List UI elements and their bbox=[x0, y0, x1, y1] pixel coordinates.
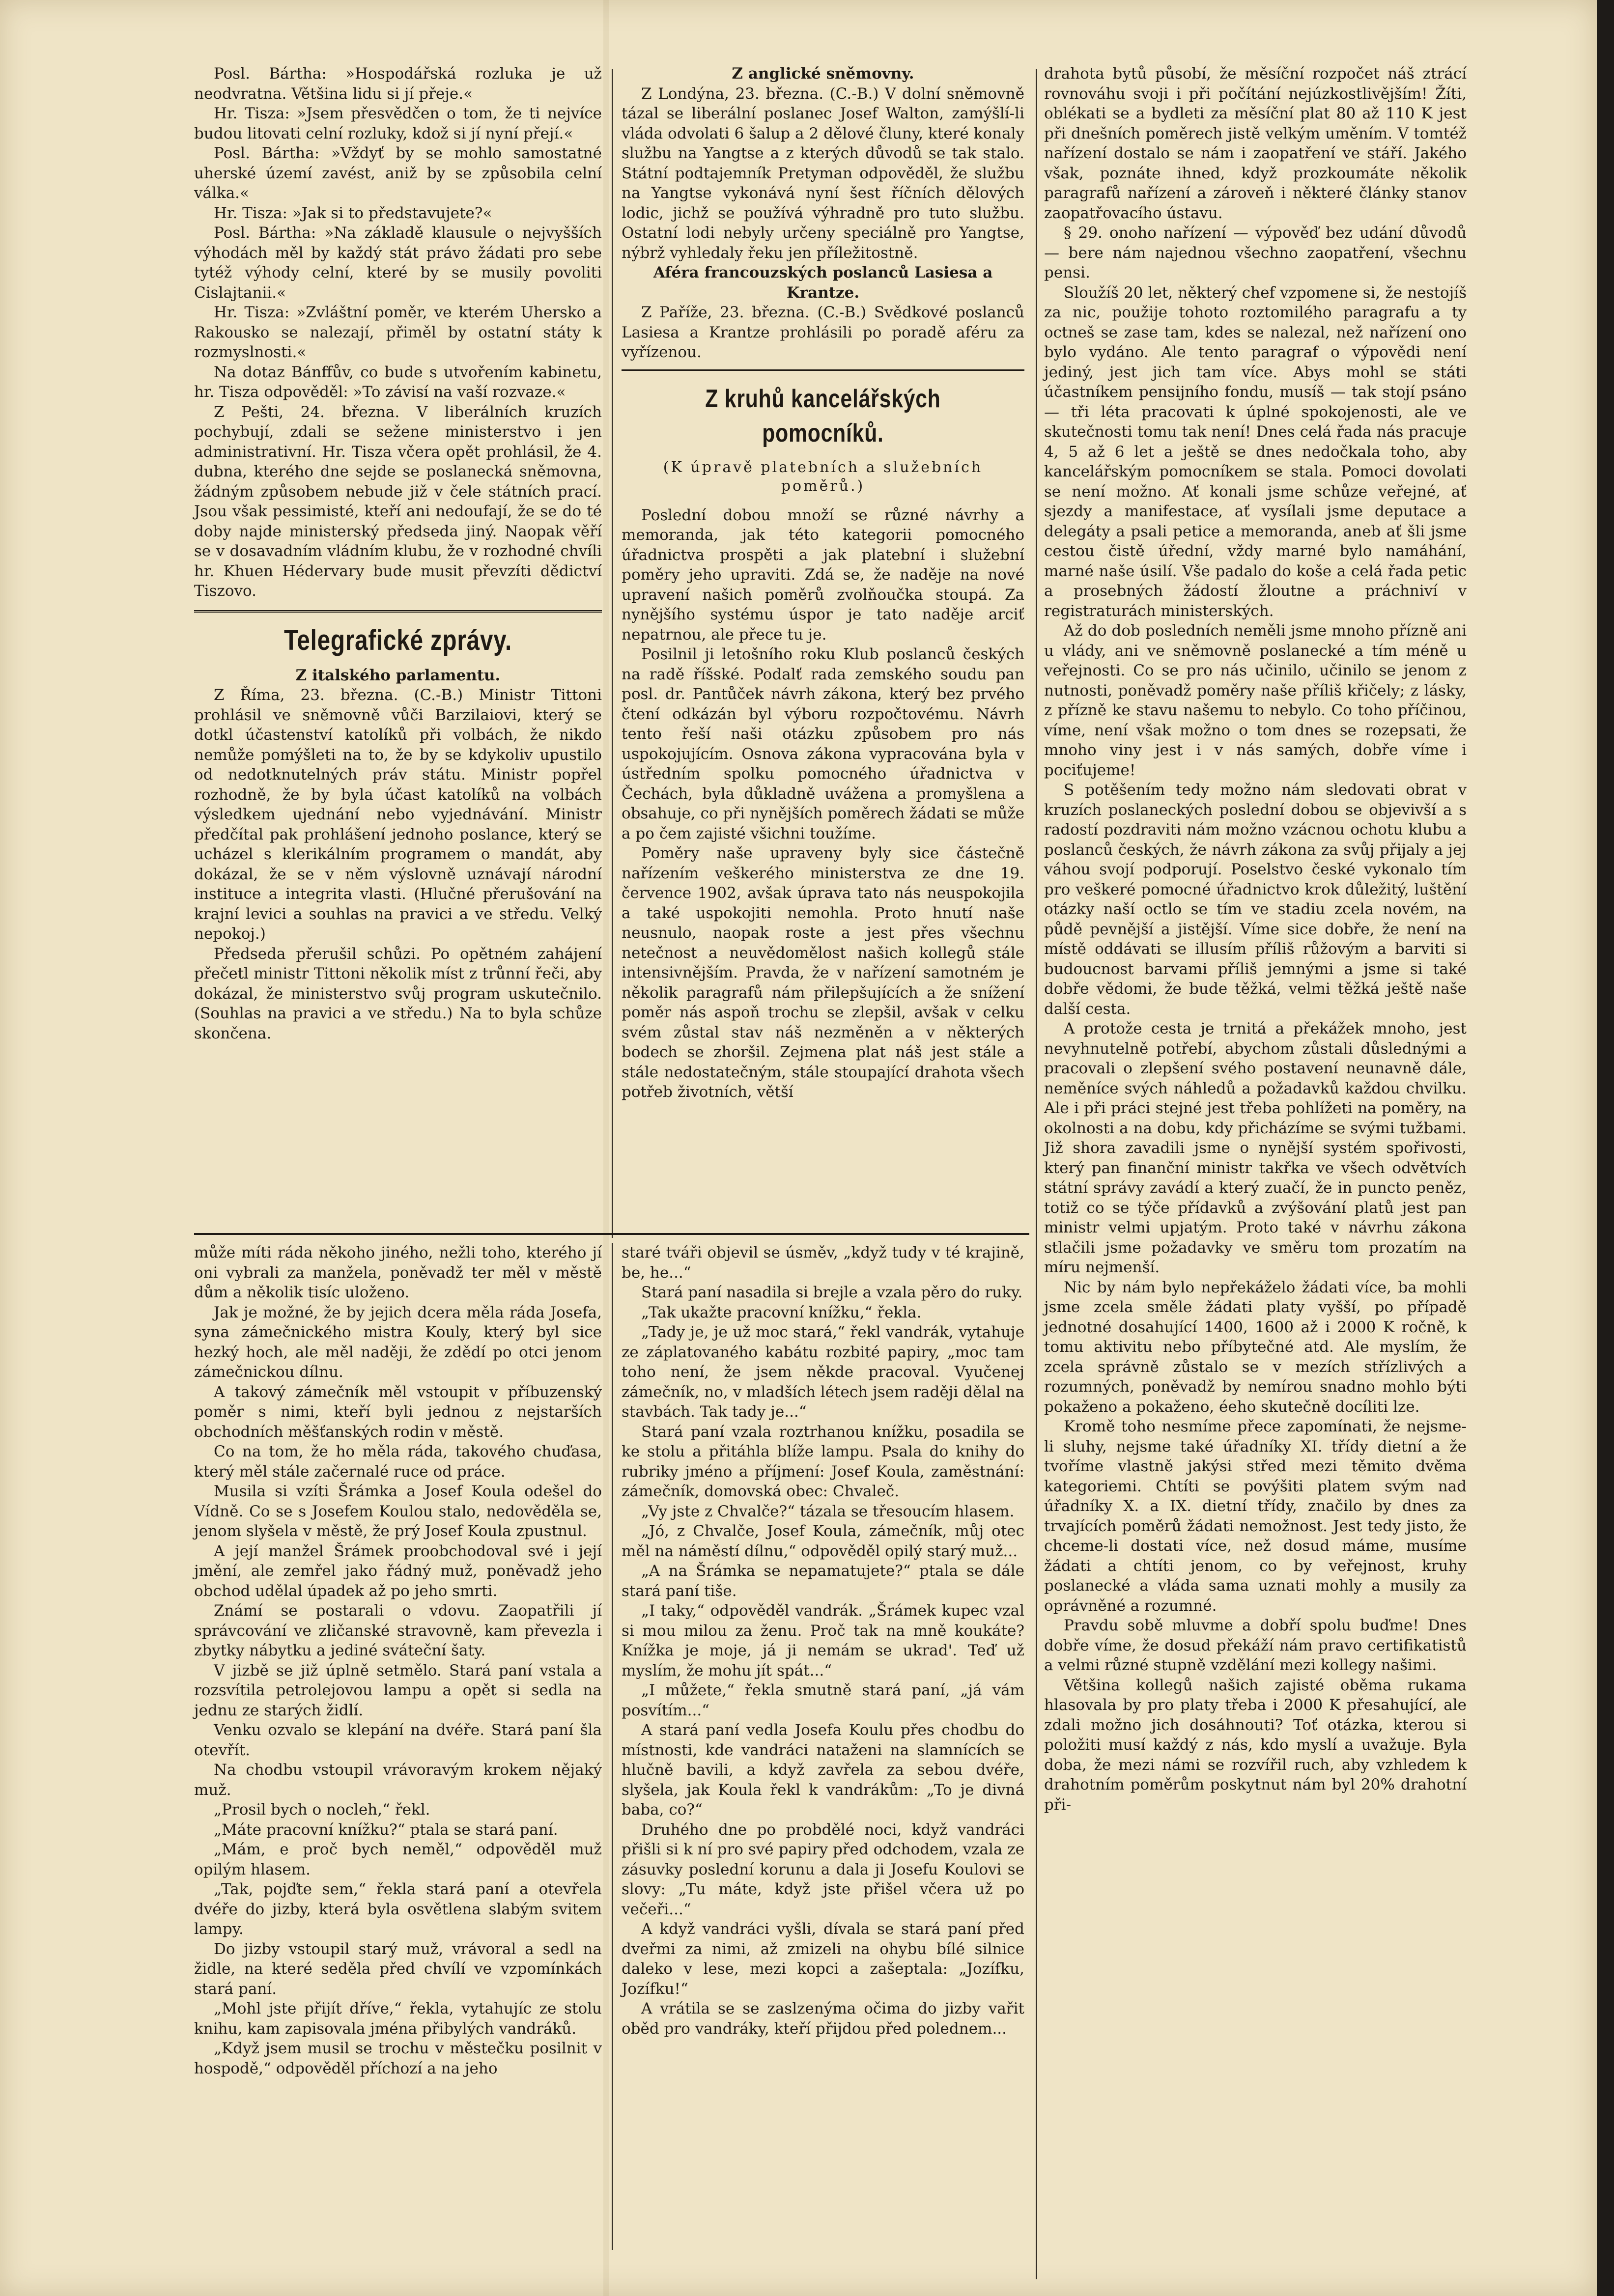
paragraph: S potěšením tedy možno nám sledovati obrat v kruzích poslaneckých poslední dobou se objevivší a s radostí pozdraviti nám možno vzácnou ochotu klubu a poslanců českých, že návrh zákona za svůj přijaly a jej váhou svojí podporují. Poselstvo české vykonalo tím pro veškeré pomocné úřadnictvo krok důležitý, luštění otázky naší octlo se tím ve stadiu zcela novém, na půdě pevnější a jistější. Víme sice dobře, že není na místě oddávati se illusím příliš růžovým a barviti si budoucnost barvami příliš jemnými a jsme si také dobře vědomi, že bude těžká, velmi těžká ještě naše další cesta. bbox=[1044, 781, 1467, 1018]
paragraph: Na chodbu vstoupil vrávoravým krokem nějaký muž. bbox=[194, 1761, 602, 1799]
paragraph: Sloužíš 20 let, některý chef vzpomene si, že nestojíš za nic, použije tohoto roztomilého paragrafu a ty octneš se zase tam, kdes se nalezal, než nařízení ono bylo vydáno. Ale tento paragraf o výpovědi není jediný, jest jich tam více. Abys mohl se státi účastníkem pensijního fondu, musíš — tak stojí psáno — tři léta pracovati k úplné spokojenosti, ale ve skutečnosti tomu tak není! Dnes celá řada nás pracuje 4, 5 až 6 let a ještě se dnes nedočkala toho, aby kancelářským pomocníkem se stala. Pomoci dovolati se není možno. Ať konali jsme schůze veřejné, ať sjezdy a manifestace, ať vysílali jsme deputace a delegáty a psali petice a memoranda, aneb ať šli jsme cestou čistě úřední, vždy marné bylo namáhání, marné naše úsilí. Vše padalo do koše a celá řada petic a prosebných žádostí žloutne a práchniví v registraturách ministerských. bbox=[1044, 283, 1467, 620]
paragraph: „Prosil bych o nocleh,“ řekl. bbox=[214, 1801, 430, 1819]
paragraph: může míti ráda někoho jiného, nežli toho, kterého jí oni vybrali za manžela, poněvadž ter měl v městě dům a několik tisíc uloženo. bbox=[194, 1244, 602, 1301]
paragraph: § 29. onoho nařízení — výpověď bez udání důvodů — bere nám najednou všechno zaopatření, všechnu pensi. bbox=[1044, 224, 1467, 281]
feuilleton-column-1 bbox=[194, 1243, 602, 2078]
paragraph: Posilnil ji letošního roku Klub poslanců českých na radě říšské. Podalť rada zemského soudu pan posl. dr. Pantůček návrh zákona, který bez prvého čtení odkázán byl výboru rozpočtovému. Návrh tento řeší naši otázku způsobem pro nás uspokojujícím. Osnova zákona vypracována byla v ústředním spolku pomocného úřadnictva v Čechách, byla důkladně uvážena a promyšlena a obsahuje, co při nynějších poměrech žádati se může a po čem zajisté všichni toužíme. bbox=[622, 645, 1024, 842]
paragraph: „Tak, pojďte sem,“ řekla stará paní a otevřela dvéře do jizby, která byla osvětlena slabým svitem lampy. bbox=[194, 1880, 602, 1938]
paragraph: A protože cesta je trnitá a překážek mnoho, jest nevyhnutelně potřebí, abychom zůstali důslednými a pracovali o zlepšení svého postavení neunavně dále, neměníce svých náhledů a požadavků každou chvilku. Ale i při práci stejné jest třeba pohlížeti na poměry, na okolnosti a na dobu, kdy přicházíme se svými tužbami. Již shora zavadili jsme o nynější systém spořivosti, který pan finanční ministr takřka ve všech odvětvích státní správy zavádí a který zuačí, že in puncto peněz, totiž co se týče přídavků a zvýšování platů jest pan ministr velmi upjatým. Proto také v návrhu zákona stlačili jsme požadavky ve směru tom prozatím na míru nejmenší. bbox=[1044, 1020, 1467, 1276]
paragraph: Z Paříže, 23. března. (C.-B.) Svědkové poslanců Lasiesa a Krantze prohlásili po poradě aféru za vyřízenou. bbox=[622, 304, 1024, 361]
paragraph: drahota bytů působí, že měsíční rozpočet náš ztrácí rovnováhu svoji i při počítání nejúzkostlivějším! Žíti, oblékati se a bydleti za měsíční plat 80 až 110 K jest při dnešních poměrech jistě velkým uměním. V tomtéž nařízení dostalo se nám i zaopatření ve stáří. Jakého však, poznáte ihned, když prozkoumáte několik paragrafů nařízení a zároveň i některé články stanov zaopatřovacího ústavu. bbox=[1044, 65, 1467, 222]
paragraph: Co na tom, že ho měla ráda, takového chuďasa, který měl stále začernalé ruce od práce. bbox=[194, 1443, 602, 1481]
paragraph: Kromě toho nesmíme přece zapomínati, že nejsme-li sluhy, nejsme také úřadníky XI. třídy dietní a že tvoříme vlastně jakýsi střed mezi těmito dvěma kategoriemi. Chtíti se povýšiti platem svým nad úřadníky X. a IX. dietní třídy, značilo by dnes za trvajících poměrů žádati nemožnost. Jest tedy jisto, že chceme-li dostati více, než dosud máme, musíme žádati a chtíti jenom, co by veřejnost, kruhy poslanecké a vláda sama uznati mohly a musily za oprávněné a rozumné. bbox=[1044, 1418, 1467, 1615]
paragraph: Poměry naše upraveny byly sice částečně nařízením veškerého ministerstva ze dne 19. července 1902, avšak úprava tato nás neuspokojila a také uspokojiti nemohla. Proto hnutí naše neusnulo, naopak roste a jest přes všechnu netečnost a neuvědomělost našich kollegů stále intensivnějším. Pravda, že v nařízení samotném je několik paragrafů nám přilepšujících a že snížení poměr nás aspoň trochu se zlepšil, avšak v celku svém zůstal stav náš nezměněn a v některých bodech se zhoršil. Zejmena plat náš jest stále a stále nedostatečným, stále stoupající drahota všech potřeb životních, větší bbox=[622, 844, 1024, 1101]
page-fold bbox=[603, 0, 609, 2296]
column-divider bbox=[612, 1243, 613, 2250]
paragraph: „Vy jste z Chvalče?“ tázala se třesoucím hlasem. bbox=[641, 1502, 1015, 1520]
paragraph: A když vandráci vyšli, dívala se stará paní před dveřmi za nimi, až zmizeli na ohybu bílé silnice daleko v lese, mezi kopci a zašeptala: „Jozífku, Jozífku!“ bbox=[622, 1920, 1024, 1998]
paragraph: Hr. Tisza: »Zvláštní poměr, ve kterém Uhersko a Rakousko se nalezají, přiměl by ostatní státy k rozmyslnosti.« bbox=[194, 304, 602, 361]
paragraph: A její manžel Šrámek proobchodoval své i její jmění, ale zemřel jako řádný muž, poněvadž jeho obchod udělal úpadek až po jeho smrti. bbox=[194, 1542, 602, 1600]
column-divider bbox=[1036, 69, 1037, 2279]
paragraph: Hr. Tisza: »Jak si to představujete?« bbox=[214, 204, 492, 222]
subheading: Aféra francouzských poslanců Lasiesa a Krantze. bbox=[653, 264, 993, 302]
paragraph: Hr. Tisza: »Jsem přesvědčen o tom, že ti nejvíce budou litovati celní rozluky, kdož si jí nyní přejí.« bbox=[194, 105, 602, 142]
feuilleton-column-2 bbox=[622, 1243, 1024, 2039]
subheading: Z anglické sněmovny. bbox=[732, 65, 914, 83]
paragraph: Z Londýna, 23. března. (C.-B.) V dolní sněmovně tázal se liberální poslanec Josef Walton, zamýšlí-li vláda odvolati 6 šalup a 2 dělové čluny, které konaly službu na Yangtse a z kterých důvodů se tak stalo. Státní podtajemník Pretyman odpověděl, že službu na Yangtse vykonává nyní šest říčních dělových lodic, jichž se používá výhradně pro tuto službu. Ostatní lodi nebyly určeny speciálně pro Yangtse, nýbrž vyhledaly řeku jen příležitostně. bbox=[622, 84, 1024, 262]
paragraph: A stará paní vedla Josefa Koulu přes chodbu do místnosti, kde vandráci nataženi na slamnících se hlučně bavili, a když zavřela za sebou dvéře, slyšela, jak Koula řekl k vandrákům: „To je divná baba, co?“ bbox=[622, 1721, 1024, 1819]
section-heading: Telegrafické zprávy. bbox=[283, 624, 512, 656]
paragraph: Z Říma, 23. března. (C.-B.) Ministr Tittoni prohlásil ve sněmovně vůči Barzilaiovi, který se dotkl účastenství katolíků při volbách, že nikdo nemůže pomýšleti na to, že by se kdykoliv upustilo od nedotknutelných práv státu. Ministr popřel rozhodně, že by byla účast katolíků na volbách výsledkem ujednání nebo vyjednávání. Ministr předčítal pak prohlášení jednoho poslance, který se ucházel s klerikálním programem o mandát, aby dokázal, že se v něm výslovně uznávají národní instituce a integrita vlasti. (Hlučné přerušování na krajní levici a souhlas na pravici a ve středu. Velký nepokoj.) bbox=[194, 686, 602, 943]
paragraph: „Tady je, je už moc stará,“ řekl vandrák, vytahuje ze záplatovaného kabátu rozbité papiry, „moc tam toho není, že jsem někde pracoval. Vyučenej zámečník, no, v mladších létech jsem raději dělal na stavbách. Tak tady je...“ bbox=[622, 1323, 1024, 1421]
paragraph: „I můžete,“ řekla smutně stará paní, „já vám posvítím...“ bbox=[622, 1681, 1024, 1719]
paragraph: Druhého dne po probdělé noci, když vandráci přišli si k ní pro své papiry před odchodem, vzala ze zásuvky poslední korunu a dala ji Josefu Koulovi se slovy: „Tu máte, když jste přišel včera už po večeři...“ bbox=[622, 1820, 1024, 1918]
paragraph: Posl. Bártha: »Vždyť by se mohlo samostatné uherské území zavést, aniž by se způsobila celní válka.« bbox=[194, 144, 602, 202]
paragraph: Předseda přerušil schůzi. Po opětném zahájení přečetl ministr Tittoni několik míst z trůnní řeči, aby dokázal, že ministerstvo svůj program uskutečnilo. (Souhlas na pravici a ve středu.) Na to byla schůze skončena. bbox=[194, 945, 602, 1042]
column-1 bbox=[194, 64, 602, 1233]
paragraph: „A na Šrámka se nepamatujete?“ ptala se dále stará paní tiše. bbox=[622, 1562, 1024, 1600]
paragraph: A takový zámečník měl vstoupit v příbuzenský poměr s nimi, kteří byli jednou z nejstarších obchodních měšťanských rodin v městě. bbox=[194, 1383, 602, 1441]
paragraph: „Máte pracovní knížku?“ ptala se stará paní. bbox=[214, 1820, 558, 1839]
subheading: Z italského parlamentu. bbox=[295, 666, 501, 684]
paragraph: „Tak ukažte pracovní knížku,“ řekla. bbox=[641, 1303, 922, 1321]
column-2 bbox=[622, 64, 1024, 1233]
paragraph: Známí se postarali o vdovu. Zaopatřili jí správcování ve zličanské stravovně, kam převezla i zbytky nábytku a jediné sváteční šaty. bbox=[194, 1602, 602, 1659]
paragraph: staré tváři objevil se úsměv, „když tudy v té krajině, be, he...“ bbox=[622, 1244, 1024, 1282]
paragraph: Do jizby vstoupil starý muž, vrávoral a sedl na židle, na které seděla před chvílí ve vzpomínkách stará paní. bbox=[194, 1940, 602, 1998]
scan-edge bbox=[1597, 0, 1614, 2296]
paragraph: Jak je možné, že by jejich dcera měla ráda Josefa, syna zámečnického mistra Kouly, který byl sice hezký hoch, ale měl naději, že zdědí po otci jenom zámečnickou dílnu. bbox=[194, 1303, 602, 1381]
paragraph: „I taky,“ odpověděl vandrák. „Šrámek kupec vzal si mou milou za ženu. Proč tak na mně koukáte? Knížka je moje, já ji nemám se ukrad'. Teď už myslím, že mohu jít spát...“ bbox=[622, 1602, 1024, 1680]
paragraph: Musila si vzíti Šrámka a Josef Koula odešel do Vídně. Co se s Josefem Koulou stalo, nedověděla se, jenom slyšela v městě, že prý Josef Koula zpustnul. bbox=[194, 1483, 602, 1540]
section-heading: Z kruhů kancelářských pomocníků. bbox=[705, 384, 941, 448]
column-3 bbox=[1044, 64, 1467, 1815]
paragraph: Z Pešti, 24. března. V liberálních kruzích pochybují, zdali se sežene ministerstvo i jen administrativní. Hr. Tisza včera opět prohlásil, že 4. dubna, kterého dne sejde se poslanecká sněmovna, žádným způsobem nebude již v čele státních prací. Jsou však pessimisté, kteří ani nedoufají, že se do té doby najde ministerský předseda jiný. Naopak věří se v dosavadním vládním klubu, že v rozhodné chvíli hr. Khuen Hédervary bude musit převzíti dědictví Tiszovo. bbox=[194, 403, 602, 600]
paragraph: Většina kollegů našich zajisté oběma rukama hlasovala by pro platy třeba i 2000 K přesahující, ale zdali možno jich dosáhnouti? Toť otázka, kterou si položiti musí každý z nás, kdo myslí a uvažuje. Byla doba, že mezi námi se rozvířil ruch, aby vzhledem k drahotním poměrům poskytnut nám byl 20% drahotní při- bbox=[1044, 1676, 1467, 1814]
paragraph: „Mám, e proč bych neměl,“ odpověděl muž opilým hlasem. bbox=[194, 1841, 602, 1878]
section-rule bbox=[194, 610, 602, 613]
paragraph: A vrátila se se zaslzenýma očima do jizby vařit oběd pro vandráky, kteří přijdou před polednem... bbox=[622, 2000, 1024, 2038]
paragraph: Posl. Bártha: »Hospodářská rozluka je už neodvratna. Většina lidu si jí přeje.« bbox=[194, 65, 602, 103]
paragraph: Stará paní nasadila si brejle a vzala pěro do ruky. bbox=[641, 1284, 1023, 1301]
paragraph: Na dotaz Bánffův, co bude s utvořením kabinetu, hr. Tisza odpověděl: »To závisí na vaší rozvaze.« bbox=[194, 363, 602, 401]
paragraph: Venku ozvalo se klepání na dvéře. Stará paní šla otevřít. bbox=[194, 1721, 602, 1759]
feuilleton-rule bbox=[194, 1233, 1029, 1235]
paragraph: Posl. Bártha: »Na základě klausule o nejvyšších výhodách měl by každý stát právo žádati pro sebe tytéž výhody celní, které by se musily povoliti Cislajtanii.« bbox=[194, 224, 602, 302]
subheading: (K úpravě platebních a služebních poměrů.) bbox=[663, 458, 983, 495]
paragraph: Až do dob posledních neměli jsme mnoho přízně ani u vlády, ani ve sněmovně poslanecké a tím méně u veřejnosti. Co se pro nás učinilo, učinilo se jenom z nutnosti, poněvadž poměry naše příliš křičely; z lásky, z přízně ke stavu našemu to nebylo. Co toho příčinou, víme, není však možno o tom dnes se rozepsati, že mnoho viny jest i v nás samých, dobře víme i pociťujeme! bbox=[1044, 622, 1467, 779]
paragraph: „Jó, z Chvalče, Josef Koula, zámečník, můj otec měl na náměstí dílnu,“ odpověděl opilý starý muž... bbox=[622, 1522, 1024, 1560]
section-rule bbox=[622, 369, 1024, 371]
paragraph: Nic by nám bylo nepřekáželo žádati více, ba mohli jsme zcela směle žádati platy vyšší, po případě jednotné dosahující 1400, 1600 až i 2000 K ročně, k tomu aktivitu nebo příbytečné atd. Ale myslím, že zcela správně zůstalo se v mezích střízlivých a rozumných, poněvadž by nemírou snadno mohlo býti pokaženo a pokaženo, éeho skutečně docíliti lze. bbox=[1044, 1278, 1467, 1416]
paragraph: V jizbě se již úplně setmělo. Stará paní vstala a rozsvítila petrolejovou lampu a opět si sedla na jednu ze starých židlí. bbox=[194, 1661, 602, 1719]
paragraph: „Mohl jste přijít dříve,“ řekla, vytahujíc ze stolu knihu, kam zapisovala jména přibylých vandráků. bbox=[194, 2000, 602, 2038]
paragraph: Poslední dobou množí se různé návrhy a memoranda, jak této kategorii pomocného úřadnictva prospěti a jak platební i služební poměry jeho upraviti. Zdá se, že naděje na nové upravení našich poměrů zvolňoučka stoupá. Za nynějšího systému úspor je tato naděje arciť nepatrnou, ale přece tu je. bbox=[622, 506, 1024, 644]
paragraph: Pravdu sobě mluvme a dobří spolu buďme! Dnes dobře víme, že dosud překáží nám pravo certifikatistů a velmi různé stupně vzdělání mezi kollegy našimi. bbox=[1044, 1617, 1467, 1674]
paragraph: „Když jsem musil se trochu v městečku posilnit v hospodě,“ odpověděl příchozí a na jeho bbox=[194, 2040, 602, 2077]
column-divider bbox=[612, 69, 613, 1238]
paragraph: Stará paní vzala roztrhanou knížku, posadila se ke stolu a přitáhla blíže lampu. Psala do knihy do rubriky jméno a příjmení: Josef Koula, zaměstnání: zámečník, domovská obec: Chvaleč. bbox=[622, 1423, 1024, 1500]
